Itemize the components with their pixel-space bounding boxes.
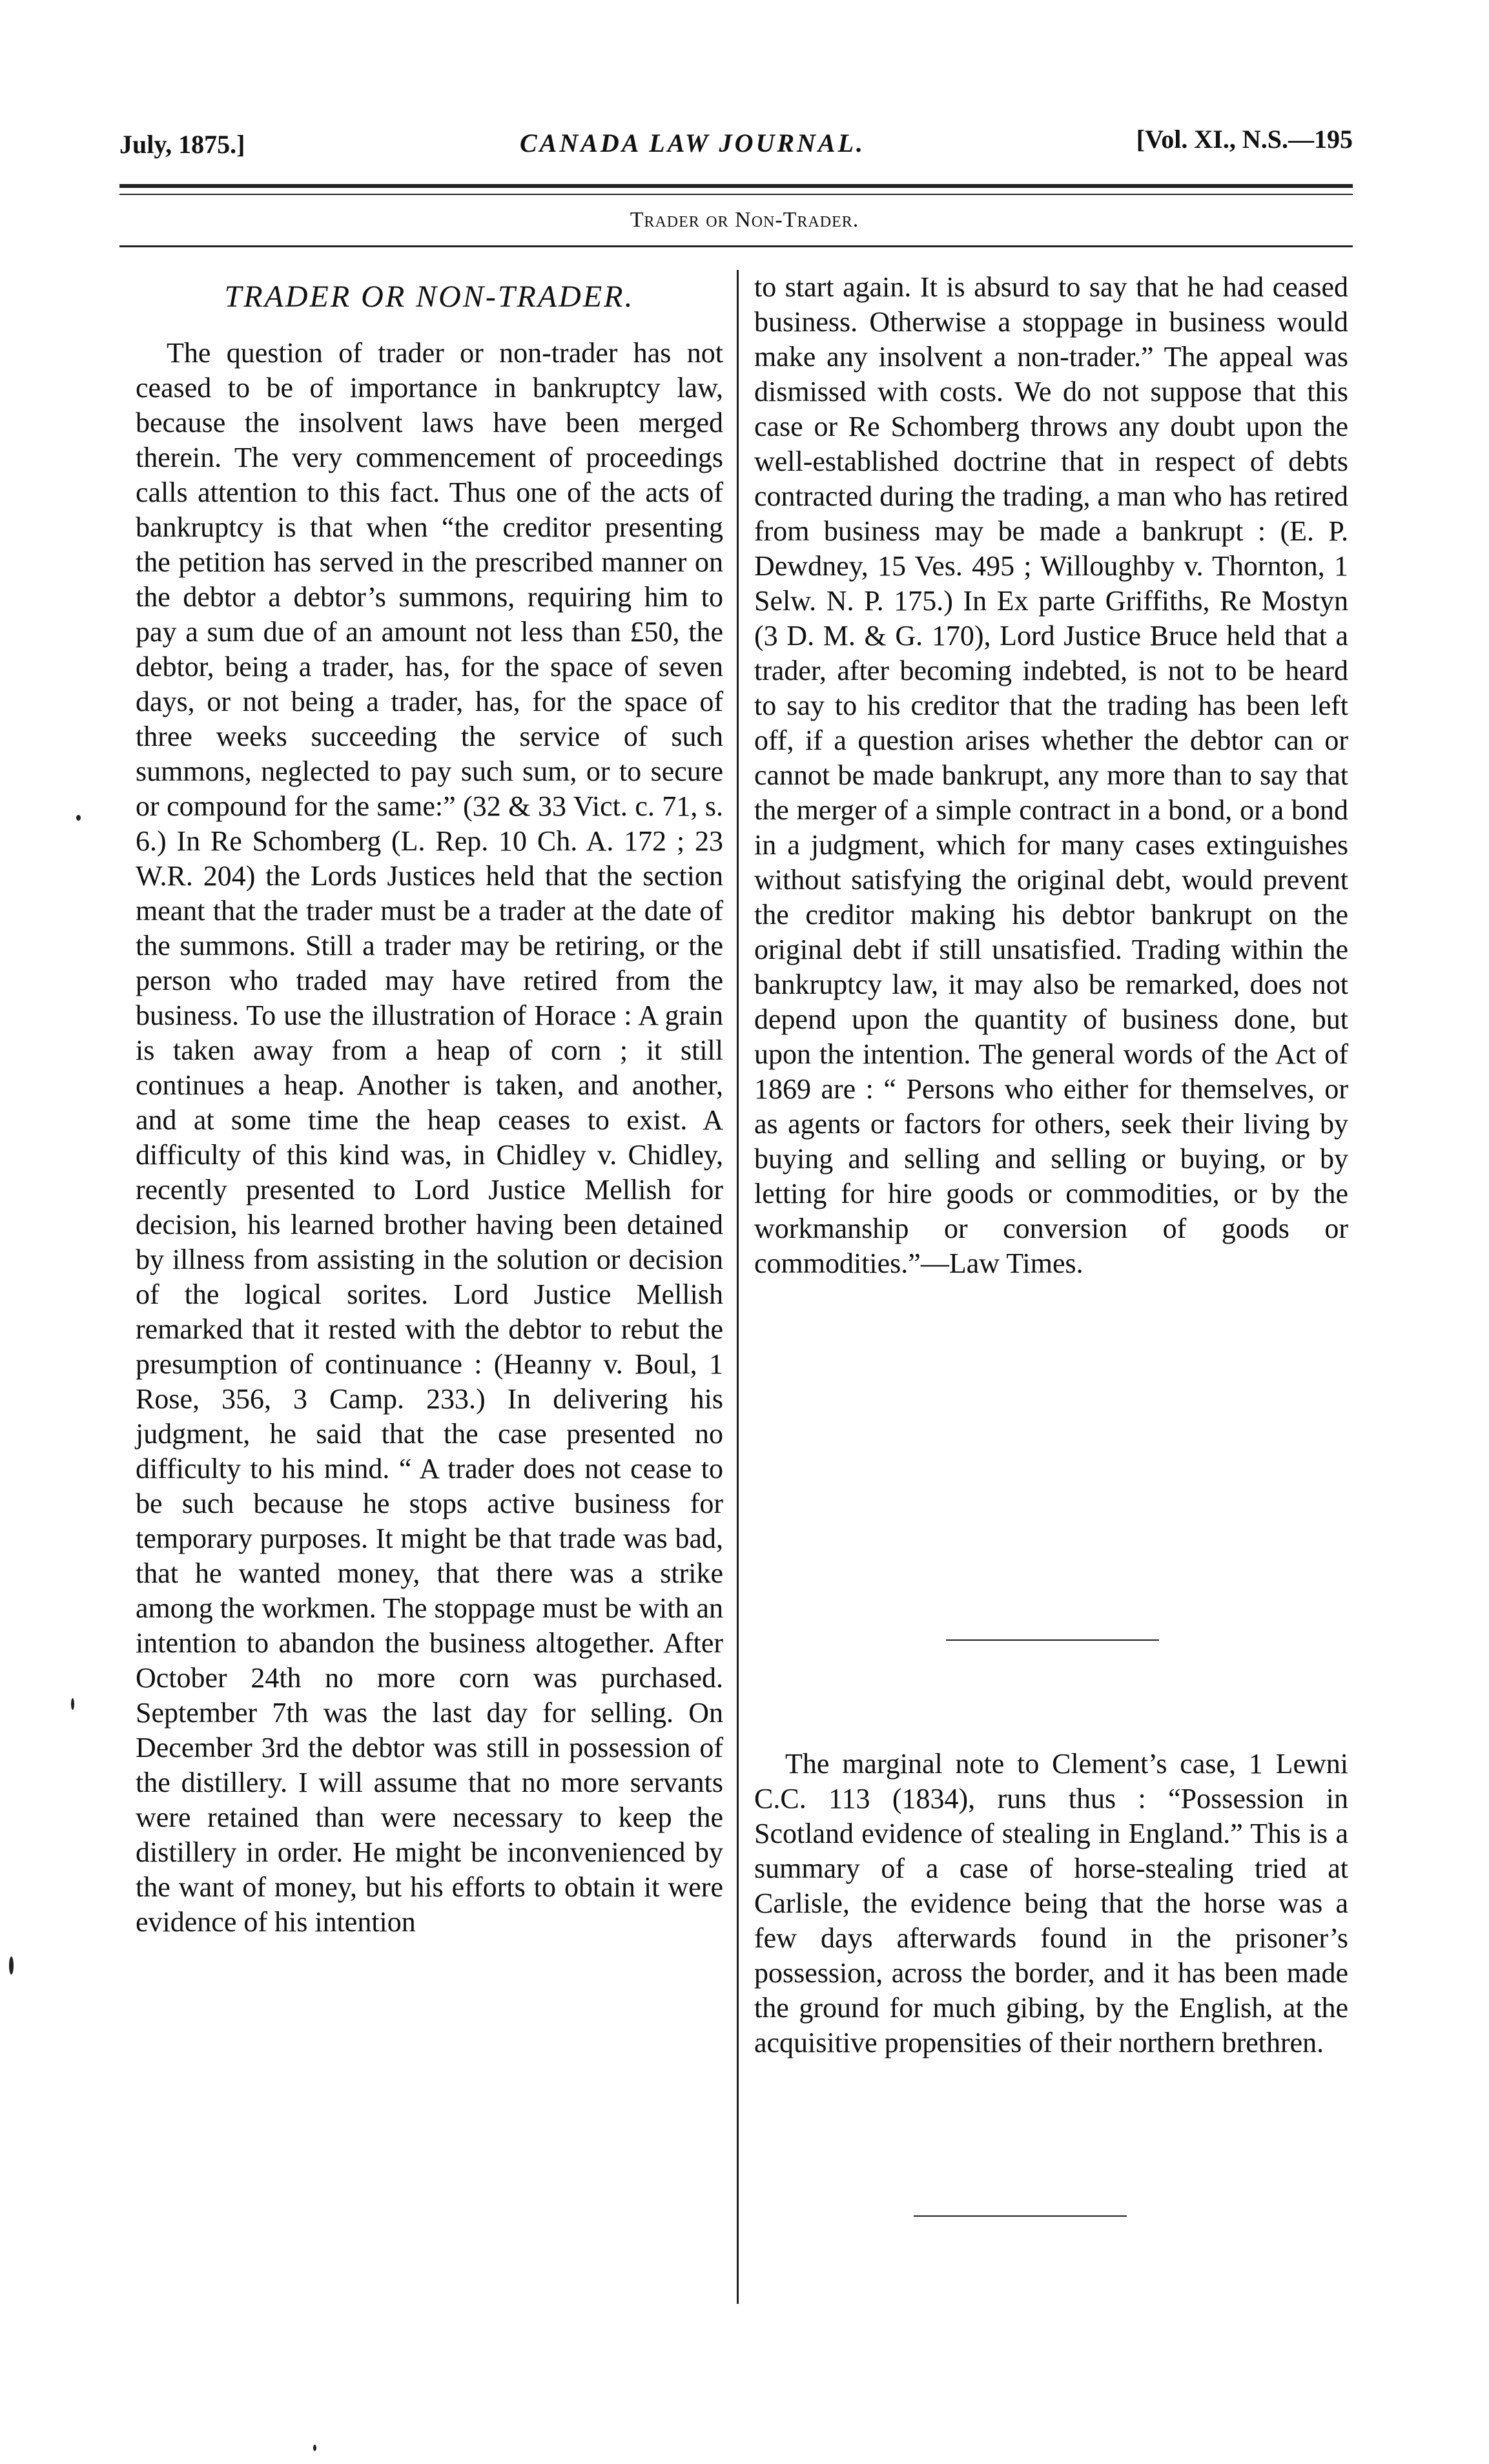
column-divider (737, 270, 739, 2304)
section-separator-rule (946, 1639, 1159, 1641)
article-title: TRADER OR NON-TRADER. (224, 280, 635, 314)
journal-title: CANADA LAW JOURNAL. (520, 128, 866, 158)
right-column (754, 270, 1348, 1281)
issue-date: July, 1875.] (119, 130, 245, 159)
note-paragraph: The marginal note to Clement’s case, 1 Lewni C.C. 113 (1834), runs thus : “Possession in Scotland evidence of stealing in England.” This is a summary of a case of horse-stealing tried at Carlisle, the evidence being that the horse was a few days afterwards found in the prisoner’s possession, across the border, and it has been made the ground for much gibing, by the English, at the acquisitive propensities of their northern brethren. (754, 1748, 1348, 2058)
note-block (754, 1747, 1348, 2060)
article-body-right: to start again. It is absurd to say that he had ceased business. Otherwise a stoppage in business would make any insolvent a non-trader.” The appeal was dismissed with costs. We do not suppose that this case or Re Schomberg throws any doubt upon the well-established doctrine that in respect of debts contracted during the trading, a man who has retired from business may be made a bankrupt : (E. P. Dewdney, 15 Ves. 495 ; Willoughby v. Thornton, 1 Selw. N. P. 175.) In Ex parte Griffiths, Re Mostyn (3 D. M. & G. 170), Lord Justice Bruce held that a trader, after becoming indebted, is not to be heard to say to his creditor that the trading has been left off, if a question arises whether the debtor can or cannot be made bankrupt, any more than to say that the merger of a simple contract in a bond, or a bond in a judgment, which for many cases extinguishes without satisfying the original debt, would prevent the creditor making his debtor bankrupt on the original debt if still unsatisfied. Trading within the bankruptcy law, it may also be remarked, does not depend upon the quantity of business done, but upon the intention. The general words of the Act of 1869 are : “ Persons who either for themselves, or as agents or factors for others, seek their living by buying and selling and selling or buying, or by letting for hire goods or commodities, or by the workmanship or conversion of goods or commodities.”—Law Times. (754, 271, 1349, 1279)
section-separator-rule (914, 2215, 1127, 2217)
header-thin-rule (119, 194, 1353, 195)
margin-speck (313, 2445, 316, 2451)
article-body-left: The question of trader or non-trader has not ceased to be of importance in bankruptcy law, because the insolvent laws have been merged therein. The very commencement of proceedings calls attention to this fact. Thus one of the acts of bankruptcy is that when “the creditor presenting the petition has served in the prescribed manner on the debtor a debtor’s summons, requiring him to pay a sum due of an amount not less than £50, the debtor, being a trader, has, for the space of seven days, or not being a trader, has, for the space of three weeks succeeding the service of such summons, neglected to pay such sum, or to secure or compound for the same:” (32 & 33 Vict. c. 71, s. 6.) In Re Schomberg (L. Rep. 10 Ch. A. 172 ; 23 W.R. 204) the Lords Justices held that the section meant that the trader must be a trader at the date of the summons. Still a trader may be retiring, or the person who traded may have retired from the business. To use the illustration of Horace : A grain is taken away from a heap of corn ; it still continues a heap. Another is taken, and another, and at some time the heap ceases to exist. A difficulty of this kind was, in Chidley v. Chidley, recently presented to Lord Justice Mellish for decision, his learned brother having been detained by illness from assisting in the solution or decision of the logical sorites. Lord Justice Mellish remarked that it rested with the debtor to rebut the presumption of continuance : (Heanny v. Boul, 1 Rose, 356, 3 Camp. 233.) In delivering his judgment, he said that the case presented no difficulty to his mind. “ A trader does not cease to be such because he stops active business for temporary purposes. It might be that trade was bad, that he wanted money, that there was a strike among the workmen. The stoppage must be with an intention to abandon the business altogether. After October 24th no more corn was purchased. September 7th was the last day for selling. On December 3rd the debtor was still in possession of the distillery. I will assume that no more servants were retained than were necessary to keep the distillery in order. He might be inconvenienced by the want of money, but his efforts to obtain it were evidence of his intention (136, 337, 723, 1938)
running-head-rule (119, 245, 1353, 247)
volume-page-number: [Vol. XI., N.S.—195 (1136, 125, 1353, 154)
page-header (119, 123, 1353, 168)
left-column (136, 278, 723, 1940)
running-head: Trader or Non-Trader. (630, 208, 859, 232)
margin-speck (76, 815, 81, 821)
header-thick-rule (119, 184, 1353, 188)
margin-speck (9, 1956, 14, 1975)
margin-speck (71, 1698, 74, 1710)
